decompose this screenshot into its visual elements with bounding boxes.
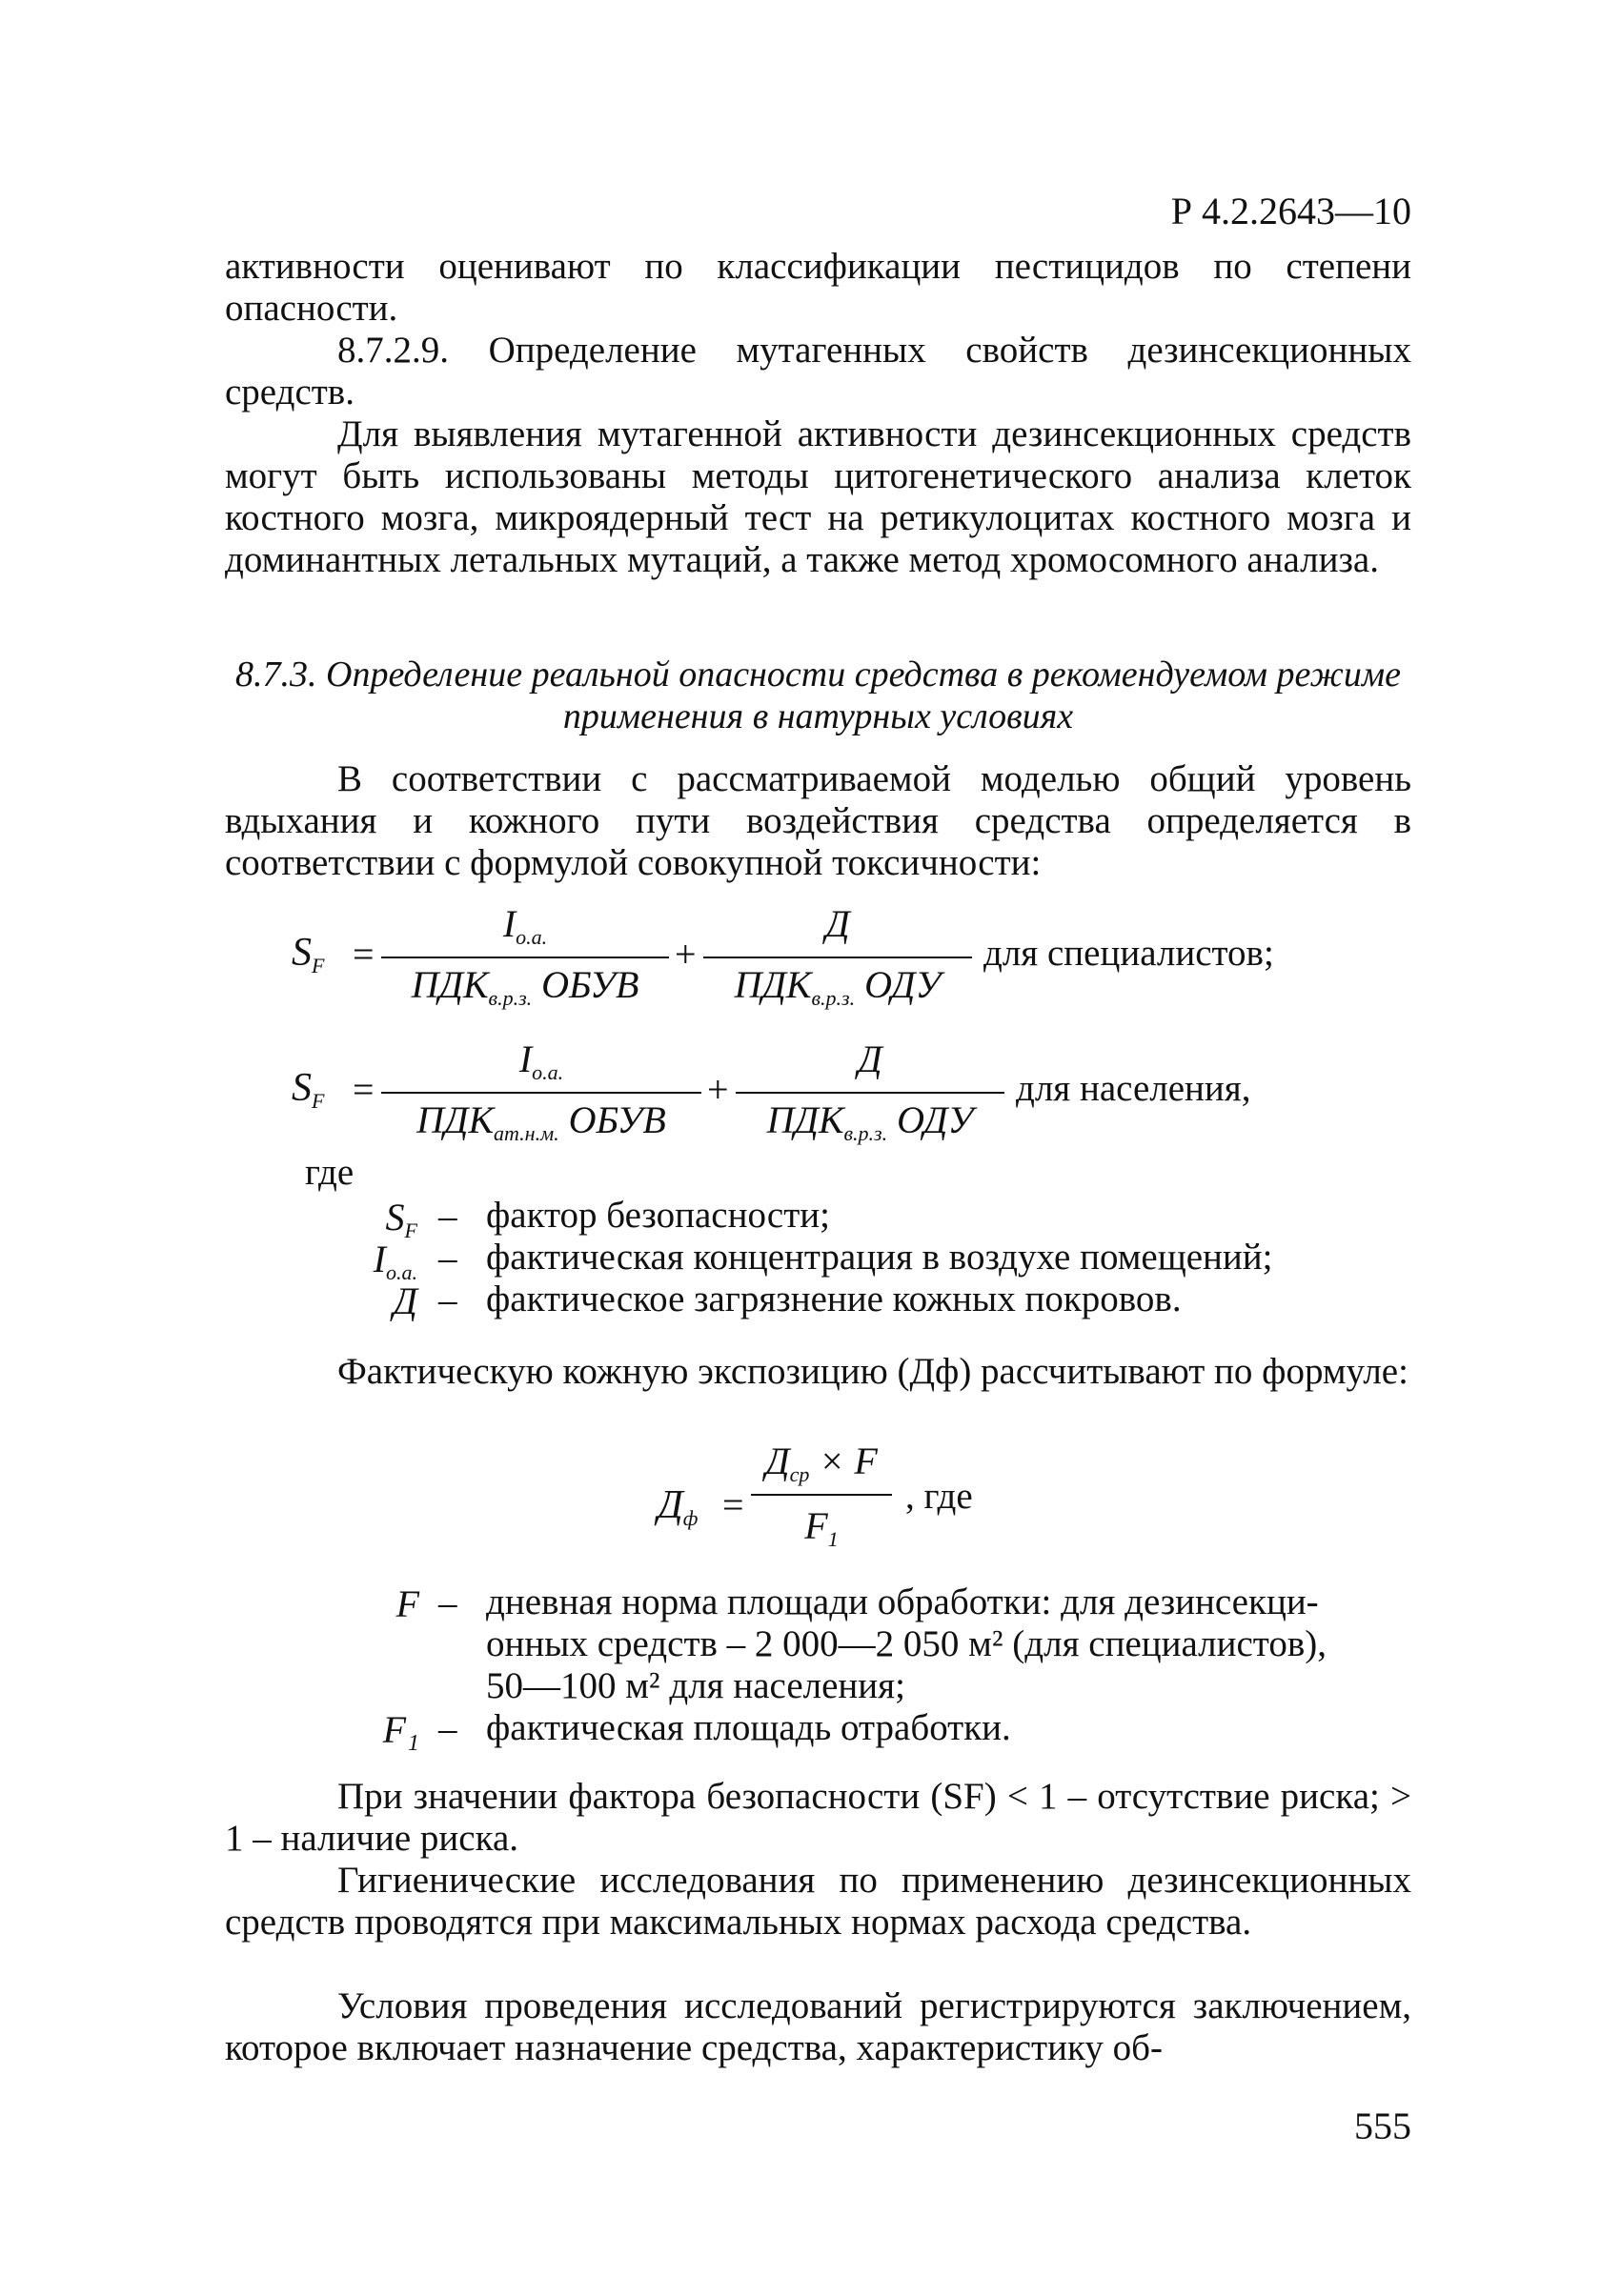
definition-symbol: F — [395, 1582, 419, 1625]
paragraph-mutagen-methods: Для выявления мутагенной активности дезинсекционных средств могут быть использованы методы цитогенетического анализа клеток костного мозга, микроядерный тест на ретикулоцитах костного мозга и доминантных летальных мутаций, а также метод хромосомного анализа. — [225, 413, 1411, 580]
fraction-numerator: Д — [825, 902, 850, 945]
fraction-numerator: $I_{о.а.}$ — [502, 902, 548, 949]
formula-lhs: $S_F$ — [292, 1066, 325, 1113]
plus-sign: + — [707, 1068, 729, 1111]
definition-dash: – — [438, 1238, 457, 1279]
definition-dash: – — [438, 1279, 457, 1320]
definition-text: фактическое загрязнение кожных покровов. — [486, 1279, 1182, 1319]
definition-text: фактическая площадь отработки. — [486, 1707, 1011, 1748]
fraction-denominator: $F_1$ — [804, 1504, 839, 1551]
paragraph-skin-exposure: Фактическую кожную экспозицию (Дф) рассчитывают по формуле: — [337, 1351, 1408, 1392]
equals-sign: = — [722, 1483, 744, 1526]
definition-dash: – — [438, 1582, 457, 1623]
paragraph-mutagen-heading: 8.7.2.9. Определение мутагенных свойств дезинсекционных средств. — [225, 330, 1411, 413]
equals-sign: = — [353, 933, 375, 976]
definition-symbol: $I_{о.а.}$ — [373, 1238, 417, 1284]
paragraph-model-intro: В соответствии с рассматриваемой моделью общий уровень вдыхания и кожного пути воздействия средства определяется в соответствии с формулой совокупной токсичности: — [225, 758, 1411, 883]
plus-sign: + — [675, 933, 697, 976]
paragraph-risk-criterion: При значении фактора безопасности (SF) < 1 – отсутствие риска; > 1 – наличие риска. — [225, 1776, 1411, 1859]
fraction-bar — [381, 1092, 701, 1094]
fraction-denominator: $ПДК_{в.р.з.}$ ОДУ — [766, 1098, 974, 1145]
fraction-numerator: Д — [858, 1037, 882, 1080]
definition-line: онных средств – 2 000—2 050 м² (для специалистов), — [486, 1623, 1327, 1664]
fraction-denominator: $ПДК_{в.р.з.}$ ОБУВ — [411, 963, 639, 1010]
section-heading: 8.7.3. Определение реальной опасности средства в рекомендуемом режиме применения в натурных условиях — [235, 655, 1401, 736]
definition-line: дневная норма площади обработки: для дезинсекци- — [486, 1581, 1319, 1622]
fraction-bar — [751, 1494, 892, 1496]
formula-note: для населения, — [1016, 1068, 1251, 1109]
formula-note: для специалистов; — [983, 933, 1274, 974]
formula-lhs: $S_F$ — [292, 931, 325, 977]
definition-symbol: Д — [393, 1279, 417, 1322]
definition-text: фактическая концентрация в воздухе помещений; — [486, 1237, 1273, 1278]
fraction-bar — [736, 1092, 1004, 1094]
definition-symbol: $S_F$ — [385, 1196, 417, 1242]
formula-note: , где — [905, 1476, 973, 1517]
formula-lhs: $Д_ф$ — [658, 1483, 699, 1530]
page-number: 555 — [1354, 2105, 1411, 2147]
document-code: Р 4.2.2643—10 — [1170, 190, 1411, 232]
fraction-bar — [703, 957, 972, 958]
fraction-denominator: $ПДК_{ат.н.м.}$ ОБУВ — [416, 1098, 666, 1145]
fraction-denominator: $ПДК_{в.р.з.}$ ОДУ — [734, 963, 942, 1010]
equals-sign: = — [353, 1068, 375, 1111]
definition-dash: – — [438, 1196, 457, 1237]
paragraph-conclusion: Условия проведения исследований регистрируются заключением, которое включает назначение средства, характеристику об- — [225, 1985, 1411, 2068]
where-label: где — [305, 1152, 355, 1193]
fraction-numerator: $Д_{ср} \times F$ — [765, 1440, 878, 1486]
definition-text: фактор безопасности; — [486, 1195, 830, 1236]
paragraph-hygiene-research: Гигиенические исследования по применению дезинсекционных средств проводятся при максимальных нормах расхода средства. — [225, 1860, 1411, 1943]
fraction-numerator: $I_{о.а.}$ — [518, 1037, 564, 1084]
paragraph-pesticide-classification: активности оценивают по классификации пестицидов по степени опасности. — [225, 246, 1411, 329]
definition-text — [486, 1581, 1415, 1707]
definition-dash: – — [438, 1708, 457, 1749]
definition-symbol: F₁ — [382, 1708, 419, 1751]
fraction-bar — [381, 957, 669, 958]
definition-line: 50—100 м² для населения; — [486, 1665, 905, 1706]
